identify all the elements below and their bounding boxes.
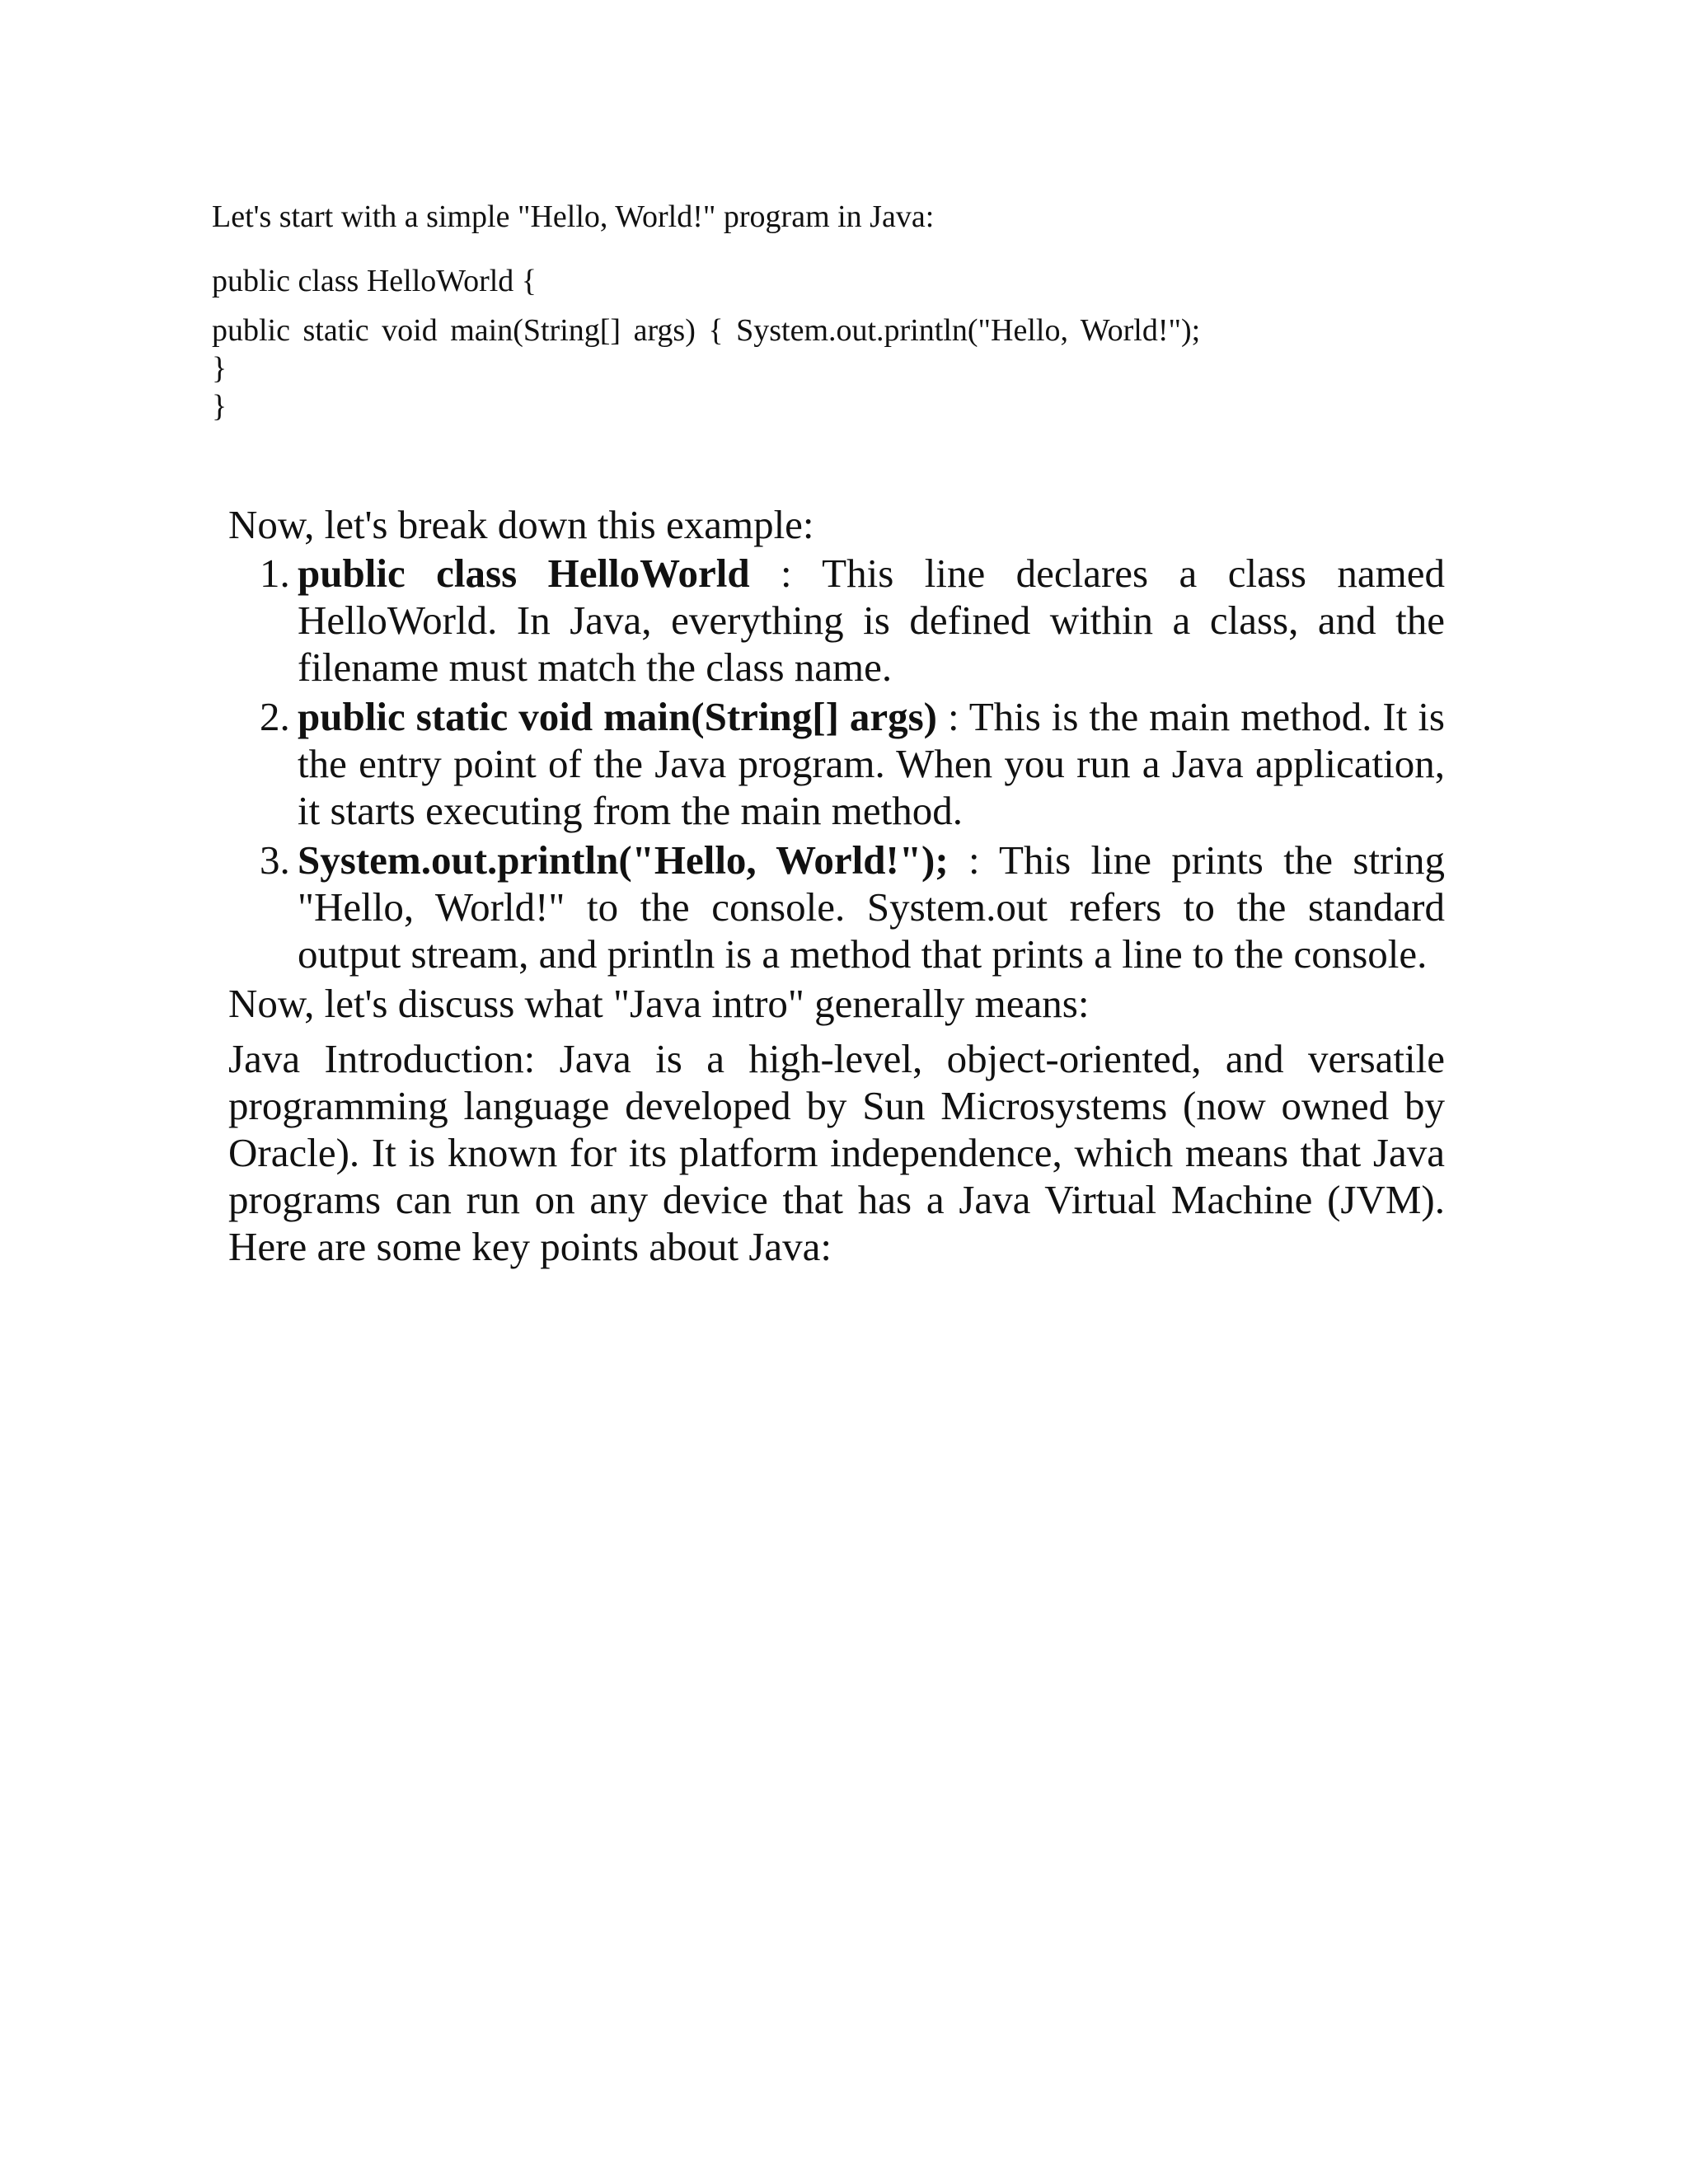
code-line: }	[212, 389, 227, 424]
list-item	[228, 693, 1445, 834]
discussion-heading: Now, let's discuss what "Java intro" generally means:	[228, 981, 1090, 1026]
breakdown-heading: Now, let's break down this example:	[228, 502, 814, 547]
list-item-term: public static void main(String[] args)	[298, 694, 938, 739]
breakdown-list	[228, 550, 1445, 977]
list-item-description: : This line prints the string "Hello, World!" to the console. System.out refers to the standard output stream, and println is a method that prints a line to the console.	[298, 837, 1445, 977]
list-item-description: : This line declares a class named HelloWorld. In Java, everything is defined within a class, and the filename must match the class name.	[298, 551, 1446, 690]
list-item-description: : This is the main method. It is the entry point of the Java program. When you run a Java application, it starts executing from the main method.	[298, 694, 1445, 833]
code-line: }	[212, 351, 227, 386]
list-item	[228, 837, 1445, 977]
list-item	[228, 550, 1445, 691]
list-item-term: public class HelloWorld	[298, 551, 750, 596]
list-item-number: 1.	[260, 551, 290, 596]
code-line: public static void main(String[] args) { System.out.println("Hello, World!");	[212, 313, 1201, 348]
code-line: public class HelloWorld {	[212, 264, 537, 298]
list-item-number: 3.	[260, 837, 290, 883]
list-item-term: System.out.println("Hello, World!");	[298, 837, 949, 883]
list-item-number: 2.	[260, 694, 290, 739]
explanation-section	[228, 501, 1445, 1270]
java-intro-paragraph: Java Introduction: Java is a high-level, object-oriented, and versatile programming language developed by Sun Microsystems (now owned by Oracle). It is known for its platform independence, which means that Java programs can run on any device that has a Java Virtual Machine (JVM). Here are some key points about Java:	[228, 1036, 1445, 1269]
code-example	[212, 262, 1200, 425]
intro-text: Let's start with a simple "Hello, World!" program in Java:	[212, 199, 935, 234]
